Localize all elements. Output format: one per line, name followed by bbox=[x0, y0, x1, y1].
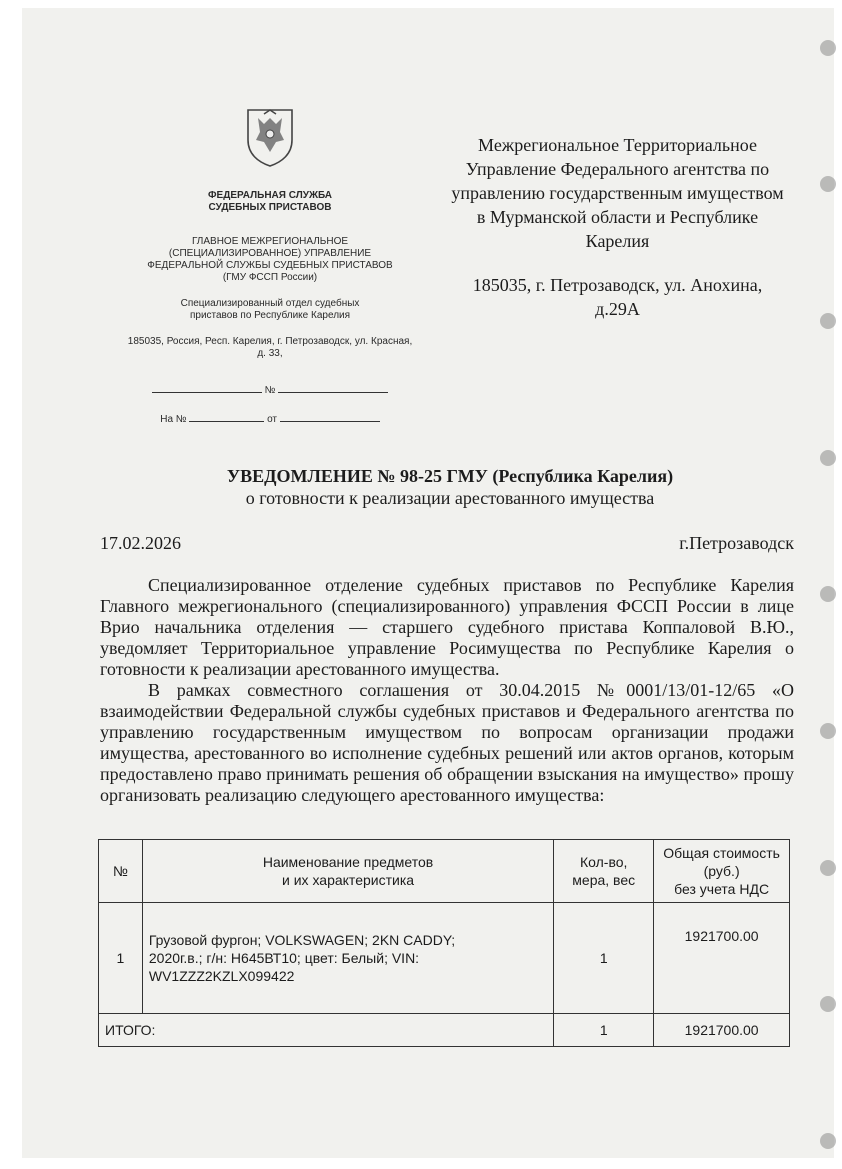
header-sum bbox=[654, 840, 790, 903]
total-qty: 1 bbox=[554, 1014, 654, 1047]
header-qty-line: мера, вес bbox=[572, 872, 636, 888]
header-name-line: и их характеристика bbox=[282, 872, 415, 888]
notice-title-main: УВЕДОМЛЕНИЕ № 98-25 ГМУ (Республика Карелия) bbox=[226, 466, 674, 486]
table-header-row bbox=[99, 840, 790, 903]
header-sum-line: без учета НДС bbox=[674, 881, 770, 897]
punch-hole bbox=[820, 723, 836, 739]
date-blank bbox=[152, 382, 262, 393]
row-sum: 1921700.00 bbox=[654, 903, 790, 1014]
number-label: № bbox=[264, 385, 276, 396]
table-total-row bbox=[99, 1014, 790, 1047]
row-name-line: WV1ZZZ2KZLX099422 bbox=[148, 968, 295, 984]
punch-hole bbox=[820, 860, 836, 876]
punch-hole bbox=[820, 996, 836, 1012]
document-city: г.Петрозаводск bbox=[679, 533, 794, 553]
department-line: ГЛАВНОЕ МЕЖРЕГИОНАЛЬНОЕ bbox=[191, 236, 349, 247]
reference-row bbox=[100, 411, 440, 426]
division-line: Специализированный отдел судебных bbox=[180, 298, 360, 309]
punch-hole bbox=[820, 176, 836, 192]
recipient-line: Карелия bbox=[585, 231, 650, 251]
header-sum-line: (руб.) bbox=[703, 863, 740, 879]
row-num: 1 bbox=[99, 903, 143, 1014]
table-row bbox=[99, 903, 790, 1014]
sender-address-line: 185035, Россия, Респ. Карелия, г. Петрозаводск, ул. Красная, bbox=[127, 336, 413, 347]
header-name bbox=[142, 840, 553, 903]
recipient-line: Межрегиональное Территориальное bbox=[478, 135, 757, 155]
recipient-line: Управление Федерального агентства по bbox=[465, 159, 770, 179]
reference-date-blank bbox=[280, 411, 380, 422]
notice-title-sub: о готовности к реализации арестованного имущества bbox=[245, 488, 655, 508]
header-sum-line: Общая стоимость bbox=[663, 845, 780, 861]
row-name-line: 2020г.в.; г/н: Н645ВТ10; цвет: Белый; VIN: bbox=[148, 950, 420, 966]
department-name bbox=[100, 236, 440, 284]
coat-of-arms-icon bbox=[240, 104, 300, 168]
notice-title bbox=[100, 465, 800, 509]
punch-hole bbox=[820, 1133, 836, 1149]
recipient-line: в Мурманской области и Республике bbox=[476, 207, 759, 227]
reference-from-label: от bbox=[267, 414, 277, 425]
reference-number-blank bbox=[189, 411, 264, 422]
recipient-block bbox=[430, 133, 805, 321]
header-name-line: Наименование предметов bbox=[262, 854, 434, 870]
punch-hole bbox=[820, 450, 836, 466]
recipient-address-line: д.29А bbox=[595, 299, 640, 319]
reference-label: На № bbox=[160, 414, 187, 425]
paragraph: Специализированное отделение судебных приставов по Республике Карелия Главного межрегионального (специализированного) управления ФССП России в лице Врио начальника отделения — старшего судебного пристава Коппаловой В.Ю., уведомляет Территориальное управление Росимущества по Республике Карелия о готовности к реализации арестованного имущества. bbox=[100, 575, 794, 679]
row-name bbox=[142, 903, 553, 1014]
department-line: (ГМУ ФССП России) bbox=[222, 272, 318, 283]
department-line: (СПЕЦИАЛИЗИРОВАННОЕ) УПРАВЛЕНИЕ bbox=[168, 248, 372, 259]
division-name bbox=[100, 298, 440, 322]
property-table bbox=[98, 839, 790, 1047]
total-label: ИТОГО: bbox=[99, 1014, 554, 1047]
recipient-line: управлению государственным имуществом bbox=[451, 183, 784, 203]
recipient-address-line: 185035, г. Петрозаводск, ул. Анохина, bbox=[472, 275, 763, 295]
service-name-line: ФЕДЕРАЛЬНАЯ СЛУЖБА bbox=[207, 190, 333, 201]
paragraph: В рамках совместного соглашения от 30.04.2015 №0001/13/01-12/65 «О взаимодействии Федеральной службы судебных приставов и Федерального агентства по управлению государственным имуществом по вопросам организации продажи имущества, арестованного во исполнение судебных решений или актов органов, которым предоставлено право принимать решения об обращении взыскания на имущество» прошу организовать реализацию следующего арестованного имущества: bbox=[100, 680, 794, 805]
outgoing-number-row bbox=[100, 382, 440, 397]
department-line: ФЕДЕРАЛЬНОЙ СЛУЖБЫ СУДЕБНЫХ ПРИСТАВОВ bbox=[147, 260, 393, 271]
service-name-line: СУДЕБНЫХ ПРИСТАВОВ bbox=[208, 202, 332, 213]
service-name bbox=[100, 190, 440, 214]
punch-hole bbox=[820, 40, 836, 56]
date-line bbox=[100, 533, 794, 554]
sender-address-line: д. 33, bbox=[257, 348, 283, 359]
punch-hole bbox=[820, 313, 836, 329]
division-line: приставов по Республике Карелия bbox=[189, 310, 351, 321]
header-num: № bbox=[99, 840, 143, 903]
number-blank bbox=[278, 382, 388, 393]
header-qty-line: Кол-во, bbox=[580, 854, 628, 870]
row-name-line: Грузовой фургон; VOLKSWAGEN; 2KN CADDY; bbox=[148, 932, 456, 948]
recipient-address bbox=[430, 273, 805, 321]
total-sum: 1921700.00 bbox=[654, 1014, 790, 1047]
header-qty bbox=[554, 840, 654, 903]
row-qty: 1 bbox=[554, 903, 654, 1014]
punch-hole bbox=[820, 586, 836, 602]
sender-address bbox=[100, 336, 440, 360]
body-text bbox=[100, 575, 794, 806]
sender-block bbox=[100, 104, 440, 426]
document-date: 17.02.2026 bbox=[100, 533, 181, 553]
